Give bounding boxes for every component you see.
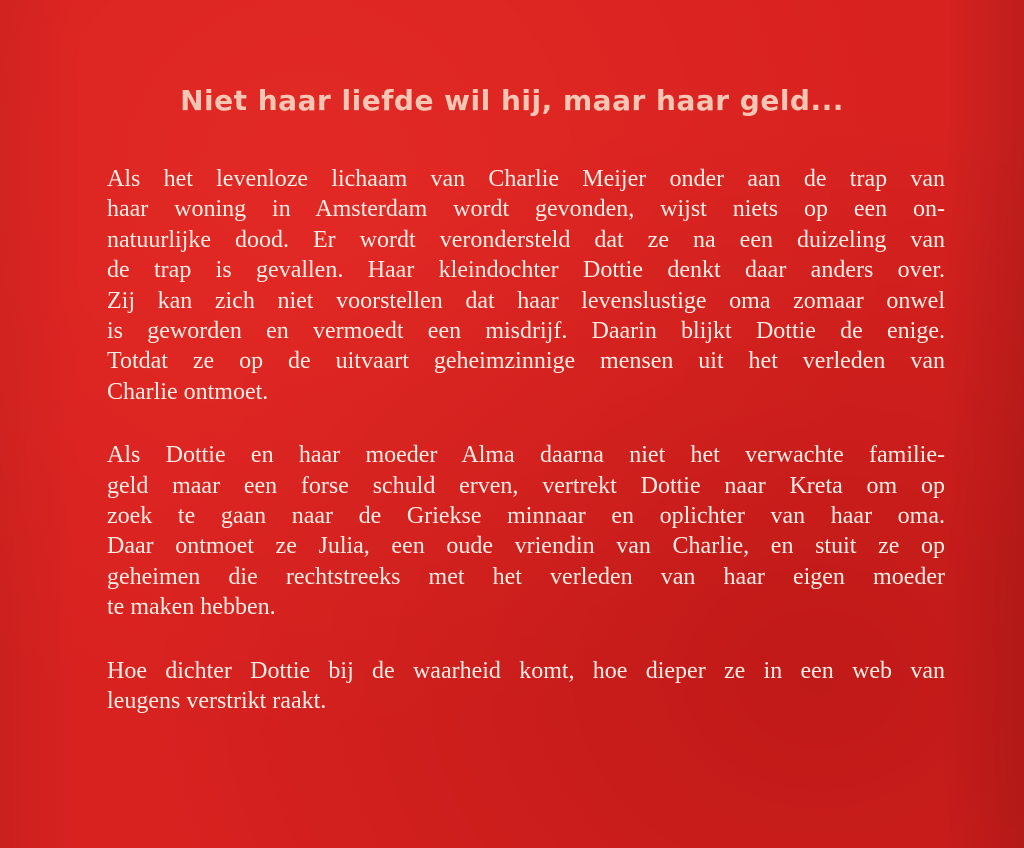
text-line: Daar ontmoet ze Julia, een oude vriendin van Charlie, en stuit ze op	[107, 533, 945, 560]
text-line: Als het levenloze lichaam van Charlie Meijer onder aan de trap van	[107, 166, 945, 192]
text-line: Zij kan zich niet voorstellen dat haar levenslustige oma zomaar onwel	[107, 287, 945, 314]
text-line: te maken hebben.	[107, 594, 276, 621]
text-line: is geworden en vermoedt een misdrijf. Daarin blijkt Dottie de enige.	[107, 318, 945, 345]
blurb-paragraph-3	[107, 656, 945, 717]
text-line: geld maar een forse schuld erven, vertrekt Dottie naar Kreta om op	[107, 472, 945, 499]
cover-headline: Niet haar liefde wil hij, maar haar geld...	[180, 84, 844, 117]
text-line: haar woning in Amsterdam wordt gevonden, wijst niets op een on-	[107, 196, 945, 223]
text-line: de trap is gevallen. Haar kleindochter Dottie denkt daar anders over.	[107, 257, 945, 284]
blurb-paragraph-1	[107, 164, 945, 407]
text-line: Charlie ontmoet.	[107, 378, 269, 405]
text-line: Totdat ze op de uitvaart geheimzinnige mensen uit het verleden van	[107, 348, 945, 375]
text-line: Hoe dichter Dottie bij de waarheid komt, hoe dieper ze in een web van	[107, 657, 945, 684]
text-line: Als Dottie en haar moeder Alma daarna niet het verwachte familie-	[107, 442, 945, 469]
text-line: geheimen die rechtstreeks met het verleden van haar eigen moeder	[107, 563, 945, 590]
text-line: natuurlijke dood. Er wordt verondersteld dat ze na een duizeling van	[107, 226, 945, 253]
text-line: leugens verstrikt raakt.	[107, 688, 327, 715]
blurb-text	[107, 164, 945, 750]
blurb-paragraph-2	[107, 440, 945, 622]
text-line: zoek te gaan naar de Griekse minnaar en oplichter van haar oma.	[107, 503, 945, 530]
